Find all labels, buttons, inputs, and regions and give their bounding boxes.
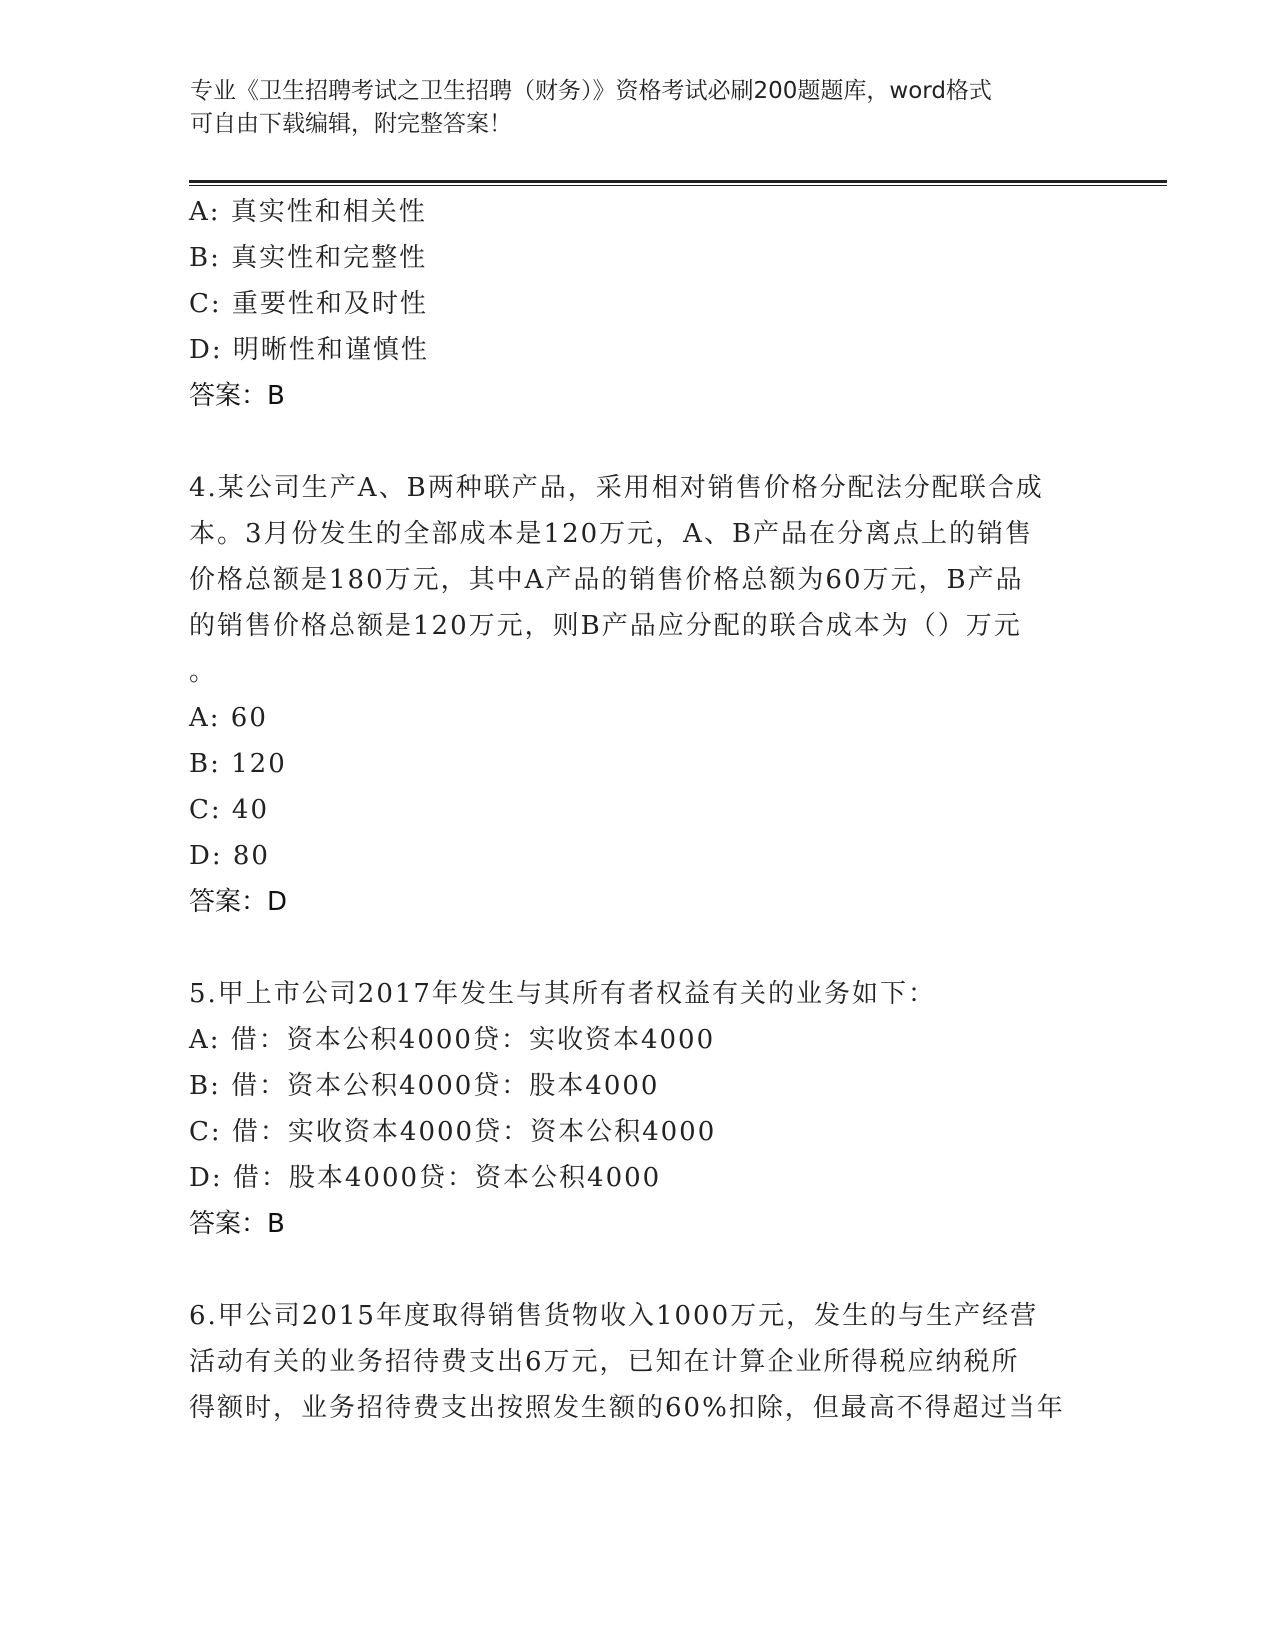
document-header [190,75,1090,141]
question-text-line: 活动有关的业务招待费支出6万元，已知在计算企业所得税应纳税所 [189,1347,1020,1377]
option-b: B: 真实性和完整性 [189,243,428,273]
option-d: D: 80 [189,841,270,871]
header-line-1: 专业《卫生招聘考试之卫生招聘（财务）》资格考试必刷200题题库，word格式 [190,78,992,104]
option-c: C: 借：实收资本4000贷：资本公积4000 [189,1117,717,1147]
question-spacer [189,925,1089,971]
question-list [189,189,1089,1431]
answer: 答案：B [189,1209,285,1239]
option-c: C: 40 [189,795,270,825]
question-text-line: 得额时，业务招待费支出按照发生额的60%扣除，但最高不得超过当年 [189,1393,1065,1423]
option-a: A: 真实性和相关性 [189,197,427,227]
question-text-line: 6.甲公司2015年度取得销售货物收入1000万元，发生的与生产经营 [189,1301,1039,1331]
option-c: C: 重要性和及时性 [189,289,428,319]
question-6 [189,1293,1089,1431]
question-4 [189,465,1089,925]
header-line-2: 可自由下载编辑，附完整答案！ [190,111,512,137]
question-text-line: 4.某公司生产A、B两种联产品，采用相对销售价格分配法分配联合成 [189,473,1044,503]
option-d: D: 明晰性和谨慎性 [189,335,429,365]
question-3 [189,189,1089,419]
question-text-line: 价格总额是180万元，其中A产品的销售价格总额为60万元，B产品 [189,565,1024,595]
option-d: D: 借：股本4000贷：资本公积4000 [189,1163,662,1193]
question-5 [189,971,1089,1247]
question-text-line: 。 [189,657,218,687]
header-divider-thin [189,185,1167,186]
option-b: B: 借：资本公积4000贷：股本4000 [189,1071,660,1101]
question-spacer [189,419,1089,465]
question-text-line: 的销售价格总额是120万元，则B产品应分配的联合成本为（）万元 [189,611,1022,641]
option-a: A: 借：资本公积4000贷：实收资本4000 [189,1025,716,1055]
question-text-line: 本。3月份发生的全部成本是120万元，A、B产品在分离点上的销售 [189,519,1034,549]
option-b: B: 120 [189,749,287,779]
answer: 答案：B [189,381,285,411]
answer: 答案：D [189,887,288,917]
question-spacer [189,1247,1089,1293]
option-a: A: 60 [189,703,268,733]
header-divider-thick [189,180,1167,183]
question-text-line: 5.甲上市公司2017年发生与其所有者权益有关的业务如下： [189,979,936,1009]
